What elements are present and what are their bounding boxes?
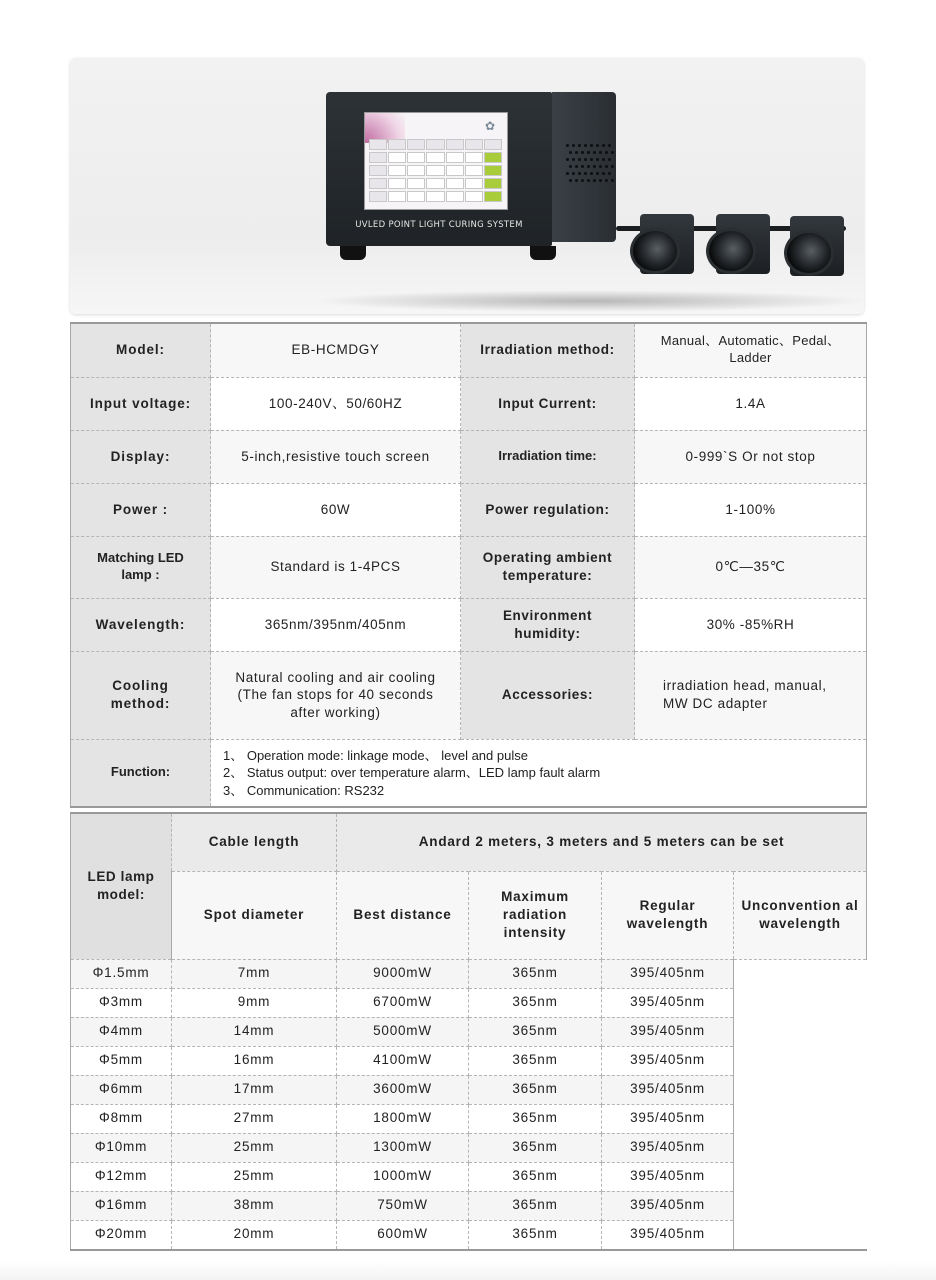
spec-label: Operating ambient temperature: [461, 536, 635, 598]
vent-hole [605, 179, 608, 182]
vent-hole [590, 172, 593, 175]
spec-label: Input voltage: [71, 377, 211, 430]
table-cell: 16mm [172, 1046, 337, 1075]
vent-hole [605, 165, 608, 168]
spec-row [71, 430, 867, 483]
table-cell: 395/405nm [602, 1075, 734, 1104]
vent-hole [578, 172, 581, 175]
table-row [71, 988, 867, 1017]
table-cell: 395/405nm [602, 1104, 734, 1133]
table-cell: Φ8mm [71, 1104, 172, 1133]
table-cell: 365nm [469, 1191, 602, 1220]
led-lamp-table [70, 812, 867, 1251]
vent-hole [608, 144, 611, 147]
spec-row [71, 377, 867, 430]
spec-value: EB-HCMDGY [211, 323, 461, 377]
vent-hole [596, 172, 599, 175]
irradiation-lens [784, 230, 834, 276]
vent-hole [590, 144, 593, 147]
table-cell: 395/405nm [602, 1046, 734, 1075]
table-cell: 365nm [469, 1220, 602, 1250]
spec-label: Input Current: [461, 377, 635, 430]
cable-row [71, 813, 867, 871]
vent-hole [566, 172, 569, 175]
vent-hole [611, 151, 614, 154]
controller-touch-screen [364, 112, 508, 210]
column-header: Unconvention al wavelength [734, 871, 867, 959]
table-cell: 6700mW [337, 988, 469, 1017]
vent-hole [584, 172, 587, 175]
vent-hole [569, 165, 572, 168]
table-row [71, 1075, 867, 1104]
table-cell: 395/405nm [602, 1017, 734, 1046]
table-row [71, 1220, 867, 1250]
page-footer-shade [0, 1262, 936, 1280]
spec-value: 1-100% [635, 483, 867, 536]
vent-hole [608, 172, 611, 175]
table-cell: Φ10mm [71, 1133, 172, 1162]
vent-hole [584, 158, 587, 161]
table-cell: 395/405nm [602, 959, 734, 988]
vent-hole [608, 158, 611, 161]
vent-hole [587, 179, 590, 182]
table-cell: 1800mW [337, 1104, 469, 1133]
vent-hole [599, 179, 602, 182]
table-cell: 365nm [469, 988, 602, 1017]
vent-hole [587, 151, 590, 154]
vent-hole [611, 179, 614, 182]
table-cell: 395/405nm [602, 1162, 734, 1191]
table-cell: 365nm [469, 1017, 602, 1046]
table-cell: 395/405nm [602, 1191, 734, 1220]
vent-hole [578, 144, 581, 147]
function-item: 3、 Communication: RS232 [223, 782, 385, 798]
vent-hole [575, 151, 578, 154]
spec-value: irradiation head, manual, MW DC adapter [635, 651, 867, 739]
table-cell: 365nm [469, 959, 602, 988]
vent-hole [593, 165, 596, 168]
spec-value: 100-240V、50/60HZ [211, 377, 461, 430]
vent-hole [584, 144, 587, 147]
spec-row [71, 651, 867, 739]
table-cell: 1000mW [337, 1162, 469, 1191]
table-cell: 9000mW [337, 959, 469, 988]
function-item: 2、 Status output: over temperature alarm、LED lamp fault alarm [223, 765, 601, 780]
vent-hole [575, 179, 578, 182]
vent-hole [596, 144, 599, 147]
column-header: Spot diameter [172, 871, 337, 959]
device-label: UVLED POINT LIGHT CURING SYSTEM [355, 220, 523, 230]
vent-hole [587, 165, 590, 168]
vent-hole [572, 144, 575, 147]
irradiation-lens [706, 228, 756, 274]
column-header: Regular wavelength [602, 871, 734, 959]
controller-side-panel [552, 92, 616, 242]
table-cell: 3600mW [337, 1075, 469, 1104]
spec-value: 60W [211, 483, 461, 536]
table-cell: Φ16mm [71, 1191, 172, 1220]
spec-value: 0-999`S Or not stop [635, 430, 867, 483]
spec-value: 5-inch,resistive touch screen [211, 430, 461, 483]
spec-label: Display: [71, 430, 211, 483]
product-photo [70, 58, 864, 314]
vent-hole [569, 151, 572, 154]
spec-value: Manual、Automatic、Pedal、Ladder [635, 323, 867, 377]
vent-hole [593, 179, 596, 182]
table-cell: 25mm [172, 1162, 337, 1191]
vent-hole [578, 158, 581, 161]
table-row [71, 959, 867, 988]
spec-value: 1.4A [635, 377, 867, 430]
spec-row [71, 536, 867, 598]
spec-label: Irradiation method: [461, 323, 635, 377]
table-cell: Φ6mm [71, 1075, 172, 1104]
table-cell: 365nm [469, 1046, 602, 1075]
gear-icon: ✿ [485, 119, 496, 133]
vent-hole [590, 158, 593, 161]
table-cell: 27mm [172, 1104, 337, 1133]
table-cell: Φ20mm [71, 1220, 172, 1250]
table-row [71, 1046, 867, 1075]
table-cell: 7mm [172, 959, 337, 988]
spec-label: Accessories: [461, 651, 635, 739]
table-cell: 365nm [469, 1162, 602, 1191]
floor-shadow [310, 290, 864, 312]
spec-table [70, 322, 867, 808]
table-row [71, 1162, 867, 1191]
table-row [71, 1017, 867, 1046]
table-cell: 5000mW [337, 1017, 469, 1046]
table-cell: 17mm [172, 1075, 337, 1104]
vent-hole [611, 165, 614, 168]
table-cell: 395/405nm [602, 988, 734, 1017]
vent-hole [566, 158, 569, 161]
spec-row [71, 598, 867, 651]
function-list [211, 739, 867, 807]
vent-hole [599, 165, 602, 168]
table-cell: 365nm [469, 1133, 602, 1162]
table-cell: Φ12mm [71, 1162, 172, 1191]
table-cell: 25mm [172, 1133, 337, 1162]
vent-hole [569, 179, 572, 182]
vent-hole [593, 151, 596, 154]
column-header: Best distance [337, 871, 469, 959]
spec-label: Cooling method: [71, 651, 211, 739]
vent-hole [581, 165, 584, 168]
spec-value: 0℃—35℃ [635, 536, 867, 598]
table-cell: Φ1.5mm [71, 959, 172, 988]
spec-value: Standard is 1-4PCS [211, 536, 461, 598]
table-cell: 365nm [469, 1104, 602, 1133]
column-header-row [71, 871, 867, 959]
table-cell: 395/405nm [602, 1133, 734, 1162]
controller-foot [530, 246, 556, 260]
spec-row [71, 323, 867, 377]
spec-row [71, 483, 867, 536]
spec-label: Model: [71, 323, 211, 377]
table-cell: Φ3mm [71, 988, 172, 1017]
cable-length-label: Cable length [172, 813, 337, 871]
function-item: 1、 Operation mode: linkage mode、 level and pulse [223, 747, 528, 763]
cable-length-value: Andard 2 meters, 3 meters and 5 meters can be set [337, 813, 867, 871]
vent-hole [602, 172, 605, 175]
table-cell: 9mm [172, 988, 337, 1017]
controller-foot [340, 246, 366, 260]
table-cell: 20mm [172, 1220, 337, 1250]
spec-value: 30% -85%RH [635, 598, 867, 651]
function-row [71, 739, 867, 807]
table-cell: 750mW [337, 1191, 469, 1220]
table-cell: 395/405nm [602, 1220, 734, 1250]
vent-hole [572, 158, 575, 161]
table-row [71, 1104, 867, 1133]
table-cell: 600mW [337, 1220, 469, 1250]
led-lamp-model-label: LED lamp model: [71, 813, 172, 959]
function-label: Function: [71, 739, 211, 807]
table-cell: 365nm [469, 1075, 602, 1104]
vent-hole [572, 172, 575, 175]
vent-hole [581, 179, 584, 182]
table-cell: 1300mW [337, 1133, 469, 1162]
spec-label: Wavelength: [71, 598, 211, 651]
vent-hole [605, 151, 608, 154]
vent-hole [596, 158, 599, 161]
table-cell: Φ5mm [71, 1046, 172, 1075]
spec-value: Natural cooling and air cooling (The fan stops for 40 seconds after working) [211, 651, 461, 739]
spec-label: Matching LED lamp : [71, 536, 211, 598]
vent-hole [602, 144, 605, 147]
table-cell: Φ4mm [71, 1017, 172, 1046]
column-header: Maximum radiation intensity [469, 871, 602, 959]
spec-label: Power regulation: [461, 483, 635, 536]
table-row [71, 1191, 867, 1220]
spec-label: Irradiation time: [461, 430, 635, 483]
irradiation-lens [630, 228, 680, 274]
spec-label: Environment humidity: [461, 598, 635, 651]
table-cell: 14mm [172, 1017, 337, 1046]
vent-hole [566, 144, 569, 147]
spec-value: 365nm/395nm/405nm [211, 598, 461, 651]
vent-hole [599, 151, 602, 154]
table-row [71, 1133, 867, 1162]
vent-hole [575, 165, 578, 168]
table-cell: 4100mW [337, 1046, 469, 1075]
vent-hole [602, 158, 605, 161]
spec-label: Power : [71, 483, 211, 536]
table-cell: 38mm [172, 1191, 337, 1220]
vent-hole [581, 151, 584, 154]
